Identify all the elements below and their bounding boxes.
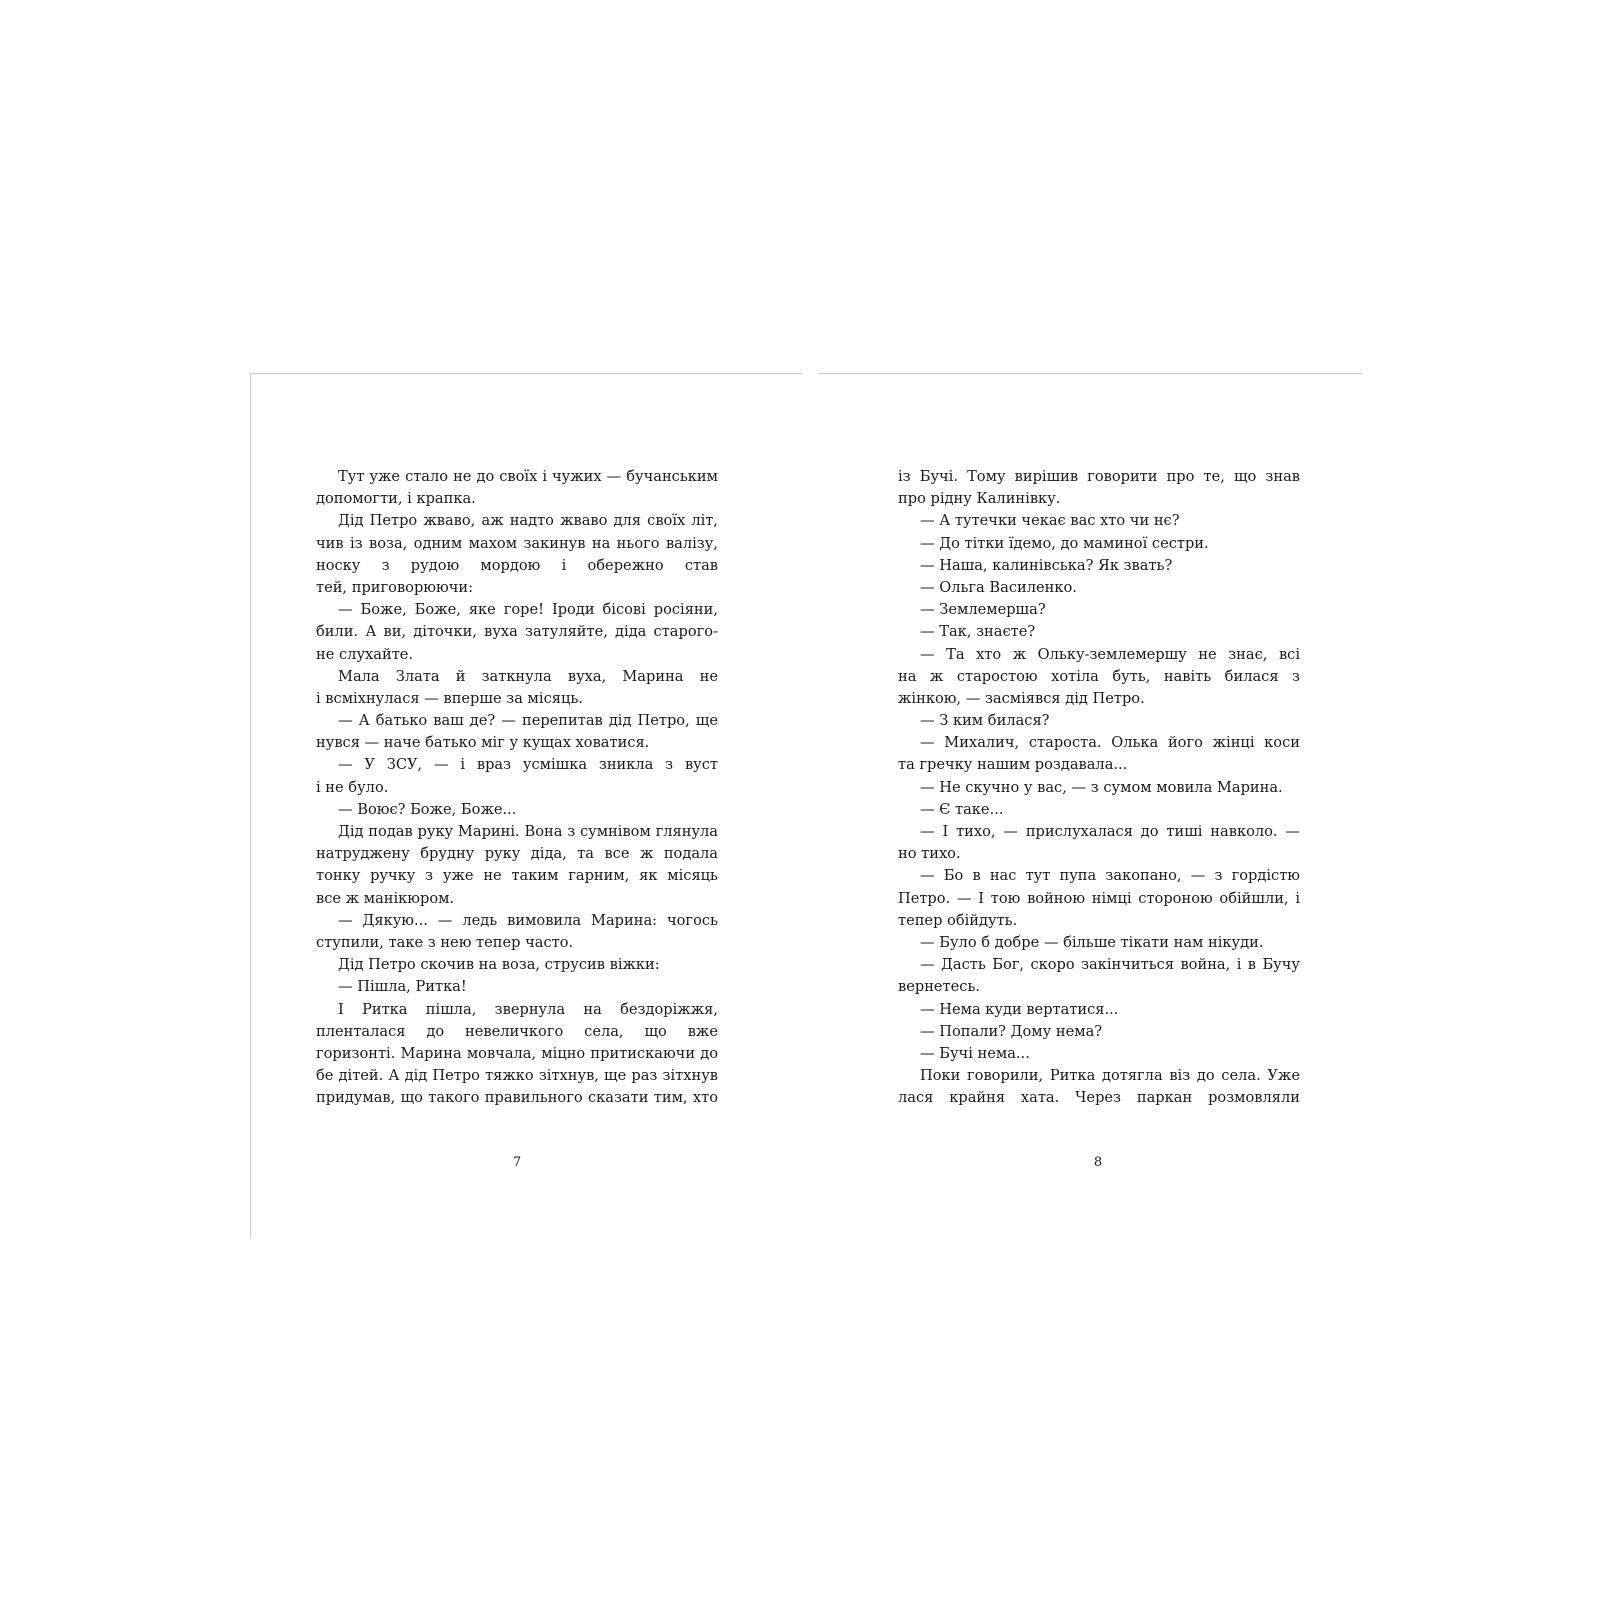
page-number-left: 7 <box>512 1155 522 1170</box>
text-line: — Воює? Боже, Боже... <box>338 800 517 818</box>
text-line: — Бучі нема... <box>920 1044 1030 1062</box>
text-line: тепер обійдуть. <box>898 911 1018 929</box>
page-left-edge <box>250 373 251 1238</box>
text-line: Дід Петро жваво, аж надто жваво для своїх літ, <box>338 512 718 530</box>
right-page-text <box>898 466 1300 1109</box>
text-line: — Дякую... — ледь вимовила Марина: чогось <box>338 911 718 929</box>
text-line: — Землемерша? <box>920 601 1046 619</box>
text-line: носку з рудою мордою і обережно став <box>316 556 718 574</box>
text-line: Тут уже стало не до своїх і чужих — бучанським <box>338 468 718 485</box>
text-line: — Пішла, Ритка! <box>338 978 467 996</box>
text-line: і не було. <box>316 778 389 796</box>
text-line: чив із воза, одним махом закинув на нього валізу, <box>316 534 718 552</box>
text-line: горизонті. Марина мовчала, міцно притискаючи до <box>316 1044 718 1062</box>
text-line: лася крайня хата. Через паркан розмовляли <box>898 1089 1300 1107</box>
page-top-edge-left <box>250 373 802 374</box>
text-line: ступили, таке з нею тепер часто. <box>316 933 574 951</box>
text-line: — І тихо, — прислухалася до тиші навколо. — <box>920 823 1300 840</box>
text-line: Дід подав руку Марині. Вона з сумнівом глянула <box>338 823 718 840</box>
text-line: на ж старостою хотіла буть, навіть билася з <box>898 667 1300 685</box>
text-line: — У ЗСУ, — і враз усмішка зникла з вуст <box>338 756 718 774</box>
text-line: — Попали? Дому нема? <box>920 1022 1103 1040</box>
text-line: допомогти, і крапка. <box>316 490 476 508</box>
text-line: все ж манікюром. <box>316 889 455 907</box>
text-line: — Є таке... <box>920 800 1004 818</box>
text-line: І Ритка пішла, звернула на бездоріжжя, <box>338 1000 718 1018</box>
text-line: із Бучі. Тому вирішив говорити про те, що знав <box>898 468 1300 485</box>
text-line: — Наша, калинівська? Як звать? <box>920 556 1173 574</box>
text-line: і всміхнулася — вперше за місяць. <box>316 689 583 707</box>
text-line: но тихо. <box>898 845 961 863</box>
text-line: — З ким билася? <box>920 712 1050 730</box>
text-line: — Нема куди вертатися... <box>920 1000 1119 1018</box>
text-line: — Ольга Василенко. <box>920 578 1077 596</box>
text-line: — Та хто ж Ольку-землемершу не знає, всі <box>920 645 1300 663</box>
text-line: тей, приговорюючи: <box>316 578 473 596</box>
text-line: били. А ви, діточки, вуха затуляйте, діда старого- <box>316 623 718 641</box>
text-line: тонку ручку з уже не таким гарним, як місяць <box>316 867 718 885</box>
text-line: — Було б добре — більше тікати нам нікуди. <box>920 933 1264 951</box>
text-line: не слухайте. <box>316 645 414 663</box>
text-line: про рідну Калинівку. <box>898 490 1061 508</box>
text-line: — Так, знаєте? <box>920 623 1036 641</box>
text-line: — А тутечки чекає вас хто чи нє? <box>920 512 1180 530</box>
text-line: пленталася до невеличкого села, що вже <box>316 1022 718 1040</box>
text-line: — Не скучно у вас, — з сумом мовила Марина. <box>920 778 1283 796</box>
text-line: натруджену брудну руку діда, та все ж подала <box>316 845 718 863</box>
text-line: вернетесь. <box>898 978 981 996</box>
text-line: бе дітей. А дід Петро тяжко зітхнув, ще раз зітхнув <box>316 1067 718 1085</box>
page-top-edge-right <box>818 373 1362 374</box>
text-line: жінкою, — засміявся дід Петро. <box>898 689 1145 707</box>
left-page-text <box>316 466 718 1109</box>
page-number-right: 8 <box>1093 1155 1103 1170</box>
text-line: та гречку нашим роздавала... <box>898 756 1128 774</box>
text-line: Поки говорили, Ритка дотягла віз до села. Уже <box>920 1067 1300 1085</box>
text-line: — Бо в нас тут пупа закопано, — з гордістю <box>920 867 1300 885</box>
text-line: нувся — наче батько міг у кущах ховатися. <box>316 734 650 752</box>
text-line: Мала Злата й заткнула вуха, Марина не <box>338 667 718 685</box>
text-line: — До тітки їдемо, до маминої сестри. <box>920 534 1209 552</box>
text-line: Дід Петро скочив на воза, струсив віжки: <box>338 956 660 974</box>
text-line: — Дасть Бог, скоро закінчиться война, і в Бучу <box>920 956 1300 974</box>
text-line: — А батько ваш де? — перепитав дід Петро, ще <box>338 712 718 730</box>
text-line: — Михалич, староста. Олька його жінці коси <box>920 734 1300 752</box>
text-line: Петро. — І тою войною німці стороною обійшли, і <box>898 889 1300 907</box>
text-line: придумав, що такого правильного сказати тим, хто <box>316 1089 718 1107</box>
text-line: — Боже, Боже, яке горе! Іроди бісові росіяни, <box>338 601 718 619</box>
